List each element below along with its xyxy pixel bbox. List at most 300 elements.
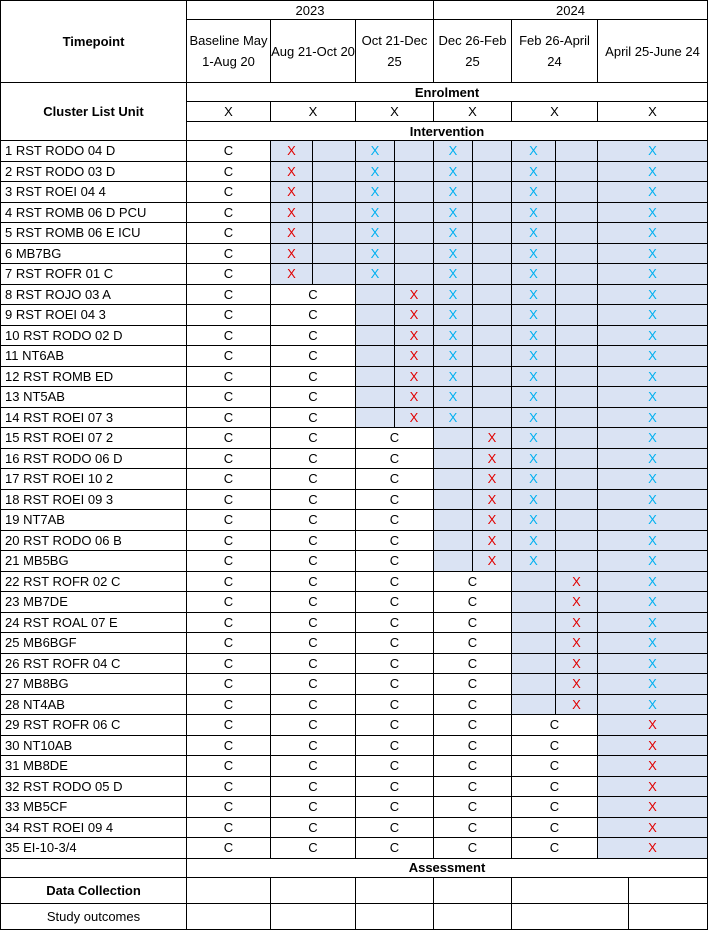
control-mark: C xyxy=(549,840,560,856)
intervention-mark: X xyxy=(370,163,380,179)
crossover-mark: X xyxy=(409,368,419,384)
cluster-unit-name: 34 RST ROEI 09 4 xyxy=(1,817,187,838)
crossover-half-cell xyxy=(556,694,598,715)
crossover-half-cell xyxy=(512,694,556,715)
control-cell xyxy=(434,817,512,838)
intervention-mark: X xyxy=(529,409,538,425)
control-mark: C xyxy=(308,327,318,343)
intervention-half-cell xyxy=(556,223,598,244)
control-mark: C xyxy=(389,737,400,753)
crossover-half-cell xyxy=(395,284,434,305)
crossover-half-cell xyxy=(313,223,356,244)
control-cell xyxy=(434,674,512,695)
cluster-row xyxy=(1,694,708,715)
intervention-half-cell xyxy=(356,243,395,264)
intervention-mark: X xyxy=(648,389,657,405)
control-mark: C xyxy=(467,594,478,610)
crossover-half-cell xyxy=(313,161,356,182)
crossover-half-cell xyxy=(271,161,313,182)
cluster-row xyxy=(1,161,708,182)
intervention-half-cell xyxy=(556,387,598,408)
control-mark: C xyxy=(389,532,400,548)
crossover-half-cell xyxy=(434,510,473,531)
cluster-unit-name: 7 RST ROFR 01 C xyxy=(1,264,187,285)
intervention-cell xyxy=(598,489,708,510)
intervention-cell xyxy=(598,284,708,305)
crossover-mark: X xyxy=(287,163,296,179)
intervention-half-cell xyxy=(512,346,556,367)
intervention-cell xyxy=(598,633,708,654)
crossover-mark: X xyxy=(648,778,657,794)
control-mark: C xyxy=(308,635,318,651)
control-mark: C xyxy=(223,819,234,835)
study-outcomes-label: Study outcomes xyxy=(1,903,187,929)
intervention-mark: X xyxy=(648,553,657,569)
control-mark: C xyxy=(223,430,234,446)
intervention-mark: X xyxy=(448,348,458,364)
intervention-half-cell xyxy=(356,264,395,285)
intervention-half-cell xyxy=(512,407,556,428)
timepoint-header: Timepoint xyxy=(1,1,187,83)
enrolment-mark: X xyxy=(356,102,434,122)
crossover-mark: X xyxy=(487,430,497,446)
intervention-mark: X xyxy=(648,225,657,241)
intervention-mark: X xyxy=(648,614,657,630)
control-cell xyxy=(434,756,512,777)
control-mark: C xyxy=(308,614,318,630)
intervention-half-cell xyxy=(473,264,512,285)
enrolment-section-label: Enrolment xyxy=(187,83,708,102)
data-collection-cell xyxy=(434,877,512,903)
cluster-row xyxy=(1,571,708,592)
crossover-half-cell xyxy=(271,141,313,162)
crossover-mark: X xyxy=(287,245,296,261)
control-mark: C xyxy=(223,368,234,384)
intervention-half-cell xyxy=(556,284,598,305)
crossover-half-cell xyxy=(556,571,598,592)
intervention-half-cell xyxy=(512,387,556,408)
control-mark: C xyxy=(308,594,318,610)
crossover-mark: X xyxy=(287,204,296,220)
control-mark: C xyxy=(223,840,234,856)
intervention-half-cell xyxy=(556,346,598,367)
intervention-cell xyxy=(598,305,708,326)
crossover-half-cell xyxy=(395,305,434,326)
baseline-cell xyxy=(187,838,271,859)
intervention-half-cell xyxy=(473,223,512,244)
intervention-half-cell xyxy=(556,469,598,490)
cluster-row xyxy=(1,202,708,223)
crossover-half-cell xyxy=(271,202,313,223)
baseline-cell xyxy=(187,243,271,264)
baseline-cell xyxy=(187,633,271,654)
intervention-mark: X xyxy=(648,348,657,364)
control-mark: C xyxy=(467,819,478,835)
crossover-half-cell xyxy=(512,653,556,674)
baseline-cell xyxy=(187,346,271,367)
cluster-row xyxy=(1,592,708,613)
cluster-unit-name: 31 MB8DE xyxy=(1,756,187,777)
crossover-half-cell xyxy=(271,182,313,203)
data-collection-cell xyxy=(271,877,356,903)
intervention-mark: X xyxy=(529,553,538,569)
control-mark: C xyxy=(308,737,318,753)
intervention-mark: X xyxy=(529,491,538,507)
control-cell xyxy=(512,776,598,797)
enrolment-mark: X xyxy=(187,102,271,122)
intervention-mark: X xyxy=(448,143,458,159)
cluster-unit-name: 4 RST ROMB 06 D PCU xyxy=(1,202,187,223)
control-cell xyxy=(356,612,434,633)
baseline-cell xyxy=(187,387,271,408)
intervention-mark: X xyxy=(529,368,538,384)
intervention-half-cell xyxy=(434,366,473,387)
intervention-half-cell xyxy=(556,325,598,346)
crossover-half-cell xyxy=(556,633,598,654)
crossover-cell xyxy=(598,838,708,859)
crossover-mark: X xyxy=(287,266,296,282)
cluster-row xyxy=(1,346,708,367)
crossover-half-cell xyxy=(356,284,395,305)
control-mark: C xyxy=(308,471,318,487)
period-5-header: Feb 26-April 24 xyxy=(512,20,598,83)
control-cell xyxy=(271,551,356,572)
intervention-half-cell xyxy=(473,366,512,387)
control-mark: C xyxy=(389,450,400,466)
control-mark: C xyxy=(223,409,234,425)
control-cell xyxy=(512,797,598,818)
intervention-mark: X xyxy=(648,327,657,343)
intervention-mark: X xyxy=(448,184,458,200)
control-mark: C xyxy=(549,799,560,815)
cluster-unit-name: 12 RST ROMB ED xyxy=(1,366,187,387)
control-cell xyxy=(271,387,356,408)
baseline-cell xyxy=(187,161,271,182)
control-mark: C xyxy=(223,532,234,548)
control-cell xyxy=(356,530,434,551)
cluster-unit-name: 28 NT4AB xyxy=(1,694,187,715)
control-mark: C xyxy=(308,409,318,425)
baseline-cell xyxy=(187,674,271,695)
baseline-cell xyxy=(187,551,271,572)
control-cell xyxy=(271,715,356,736)
intervention-mark: X xyxy=(529,471,538,487)
intervention-half-cell xyxy=(473,305,512,326)
control-mark: C xyxy=(389,491,400,507)
intervention-half-cell xyxy=(434,346,473,367)
intervention-half-cell xyxy=(395,182,434,203)
intervention-mark: X xyxy=(529,204,538,220)
intervention-mark: X xyxy=(648,143,657,159)
cluster-unit-name: 11 NT6AB xyxy=(1,346,187,367)
control-mark: C xyxy=(223,389,234,405)
crossover-half-cell xyxy=(313,202,356,223)
intervention-cell xyxy=(598,325,708,346)
crossover-half-cell xyxy=(313,141,356,162)
baseline-cell xyxy=(187,797,271,818)
intervention-cell xyxy=(598,387,708,408)
control-mark: C xyxy=(223,450,234,466)
control-cell xyxy=(271,407,356,428)
control-mark: C xyxy=(549,778,560,794)
crossover-mark: X xyxy=(648,799,657,815)
intervention-mark: X xyxy=(648,266,657,282)
cluster-row xyxy=(1,407,708,428)
study-outcomes-cell xyxy=(512,903,629,929)
crossover-mark: X xyxy=(409,389,419,405)
study-outcomes-cell xyxy=(271,903,356,929)
crossover-half-cell xyxy=(434,530,473,551)
baseline-cell xyxy=(187,571,271,592)
intervention-mark: X xyxy=(648,635,657,651)
crossover-half-cell xyxy=(434,551,473,572)
study-outcomes-cell xyxy=(187,903,271,929)
crossover-half-cell xyxy=(512,571,556,592)
crossover-half-cell xyxy=(556,653,598,674)
control-mark: C xyxy=(223,778,234,794)
control-cell xyxy=(434,571,512,592)
cluster-unit-name: 19 NT7AB xyxy=(1,510,187,531)
crossover-cell xyxy=(598,776,708,797)
intervention-half-cell xyxy=(556,141,598,162)
control-cell xyxy=(271,510,356,531)
control-cell xyxy=(356,592,434,613)
intervention-mark: X xyxy=(529,184,538,200)
control-cell xyxy=(434,653,512,674)
intervention-half-cell xyxy=(556,243,598,264)
control-mark: C xyxy=(223,204,234,220)
intervention-mark: X xyxy=(529,266,538,282)
crossover-half-cell xyxy=(395,346,434,367)
control-mark: C xyxy=(223,266,234,282)
cluster-unit-name: 20 RST RODO 06 B xyxy=(1,530,187,551)
control-mark: C xyxy=(389,594,400,610)
intervention-cell xyxy=(598,243,708,264)
study-outcomes-cell xyxy=(629,903,708,929)
intervention-half-cell xyxy=(434,387,473,408)
crossover-half-cell xyxy=(473,428,512,449)
enrolment-mark: X xyxy=(434,102,512,122)
intervention-half-cell xyxy=(556,510,598,531)
baseline-cell xyxy=(187,264,271,285)
crossover-half-cell xyxy=(395,407,434,428)
control-cell xyxy=(512,735,598,756)
intervention-half-cell xyxy=(556,407,598,428)
cluster-unit-name: 5 RST ROMB 06 E ICU xyxy=(1,223,187,244)
cluster-unit-name: 2 RST RODO 03 D xyxy=(1,161,187,182)
intervention-mark: X xyxy=(448,204,458,220)
intervention-mark: X xyxy=(648,696,657,712)
control-cell xyxy=(356,694,434,715)
intervention-half-cell xyxy=(434,223,473,244)
control-mark: C xyxy=(308,532,318,548)
control-mark: C xyxy=(223,553,234,569)
intervention-half-cell xyxy=(556,448,598,469)
intervention-cell xyxy=(598,223,708,244)
crossover-mark: X xyxy=(287,225,296,241)
intervention-half-cell xyxy=(434,407,473,428)
control-mark: C xyxy=(308,307,318,323)
intervention-mark: X xyxy=(648,532,657,548)
crossover-half-cell xyxy=(473,530,512,551)
cluster-unit-name: 1 RST RODO 04 D xyxy=(1,141,187,162)
control-mark: C xyxy=(467,655,478,671)
intervention-half-cell xyxy=(356,182,395,203)
control-cell xyxy=(434,776,512,797)
control-cell xyxy=(271,469,356,490)
intervention-half-cell xyxy=(512,141,556,162)
control-mark: C xyxy=(308,512,318,528)
control-cell xyxy=(356,653,434,674)
crossover-mark: X xyxy=(287,143,296,159)
control-mark: C xyxy=(308,286,318,302)
crossover-mark: X xyxy=(487,553,497,569)
control-mark: C xyxy=(389,840,400,856)
assessment-blank-cell xyxy=(1,858,187,877)
cluster-row xyxy=(1,387,708,408)
cluster-unit-name: 21 MB5BG xyxy=(1,551,187,572)
cluster-row xyxy=(1,735,708,756)
intervention-half-cell xyxy=(356,141,395,162)
cluster-row xyxy=(1,633,708,654)
data-collection-cell xyxy=(512,877,629,903)
control-mark: C xyxy=(223,225,234,241)
baseline-cell xyxy=(187,325,271,346)
crossover-mark: X xyxy=(487,532,497,548)
intervention-mark: X xyxy=(648,676,657,692)
data-collection-cell xyxy=(187,877,271,903)
intervention-section-label: Intervention xyxy=(187,122,708,141)
control-mark: C xyxy=(389,799,400,815)
control-mark: C xyxy=(223,471,234,487)
intervention-mark: X xyxy=(648,409,657,425)
control-mark: C xyxy=(389,655,400,671)
cluster-unit-name: 30 NT10AB xyxy=(1,735,187,756)
crossover-mark: X xyxy=(409,348,419,364)
intervention-mark: X xyxy=(370,204,380,220)
intervention-mark: X xyxy=(370,245,380,261)
crossover-cell xyxy=(598,715,708,736)
control-mark: C xyxy=(389,778,400,794)
enrolment-mark: X xyxy=(271,102,356,122)
intervention-mark: X xyxy=(448,286,458,302)
control-cell xyxy=(434,715,512,736)
control-cell xyxy=(356,448,434,469)
control-mark: C xyxy=(223,307,234,323)
cluster-row xyxy=(1,674,708,695)
crossover-half-cell xyxy=(512,612,556,633)
intervention-half-cell xyxy=(395,223,434,244)
crossover-half-cell xyxy=(395,366,434,387)
crossover-half-cell xyxy=(473,448,512,469)
intervention-half-cell xyxy=(556,182,598,203)
intervention-half-cell xyxy=(473,387,512,408)
crossover-half-cell xyxy=(395,325,434,346)
intervention-half-cell xyxy=(434,202,473,223)
intervention-mark: X xyxy=(648,163,657,179)
intervention-half-cell xyxy=(512,284,556,305)
baseline-cell xyxy=(187,653,271,674)
crossover-half-cell xyxy=(434,469,473,490)
baseline-cell xyxy=(187,407,271,428)
crossover-half-cell xyxy=(313,182,356,203)
cluster-row xyxy=(1,489,708,510)
cluster-row xyxy=(1,817,708,838)
control-cell xyxy=(271,797,356,818)
year-2023-header: 2023 xyxy=(187,1,434,20)
crossover-cell xyxy=(598,797,708,818)
control-cell xyxy=(271,571,356,592)
crossover-half-cell xyxy=(512,633,556,654)
baseline-cell xyxy=(187,182,271,203)
baseline-cell xyxy=(187,223,271,244)
control-mark: C xyxy=(308,758,318,774)
crossover-half-cell xyxy=(473,469,512,490)
crossover-mark: X xyxy=(648,819,657,835)
intervention-half-cell xyxy=(512,202,556,223)
intervention-mark: X xyxy=(448,368,458,384)
baseline-cell xyxy=(187,448,271,469)
intervention-half-cell xyxy=(512,469,556,490)
cluster-unit-name: 6 MB7BG xyxy=(1,243,187,264)
baseline-cell xyxy=(187,592,271,613)
intervention-cell xyxy=(598,469,708,490)
control-cell xyxy=(356,715,434,736)
control-mark: C xyxy=(467,840,478,856)
cluster-unit-name: 10 RST RODO 02 D xyxy=(1,325,187,346)
intervention-mark: X xyxy=(448,409,458,425)
baseline-cell xyxy=(187,817,271,838)
cluster-rows xyxy=(1,141,708,859)
crossover-half-cell xyxy=(356,325,395,346)
intervention-cell xyxy=(598,141,708,162)
control-cell xyxy=(271,305,356,326)
crossover-mark: X xyxy=(572,614,581,630)
control-cell xyxy=(271,653,356,674)
crossover-mark: X xyxy=(572,594,581,610)
intervention-mark: X xyxy=(529,225,538,241)
intervention-half-cell xyxy=(356,161,395,182)
control-cell xyxy=(434,633,512,654)
intervention-half-cell xyxy=(512,325,556,346)
control-mark: C xyxy=(467,737,478,753)
cluster-row xyxy=(1,715,708,736)
control-cell xyxy=(356,428,434,449)
control-mark: C xyxy=(467,778,478,794)
cluster-row xyxy=(1,530,708,551)
intervention-half-cell xyxy=(395,161,434,182)
control-mark: C xyxy=(308,430,318,446)
intervention-mark: X xyxy=(529,245,538,261)
crossover-mark: X xyxy=(648,717,657,733)
control-mark: C xyxy=(223,799,234,815)
control-cell xyxy=(356,797,434,818)
intervention-half-cell xyxy=(473,182,512,203)
control-cell xyxy=(356,776,434,797)
intervention-half-cell xyxy=(473,325,512,346)
control-cell xyxy=(434,612,512,633)
assessment-section-label: Assessment xyxy=(187,858,708,877)
intervention-mark: X xyxy=(370,184,380,200)
control-mark: C xyxy=(223,614,234,630)
crossover-half-cell xyxy=(271,243,313,264)
intervention-half-cell xyxy=(356,202,395,223)
control-mark: C xyxy=(223,594,234,610)
intervention-cell xyxy=(598,161,708,182)
cluster-row xyxy=(1,366,708,387)
intervention-cell xyxy=(598,407,708,428)
crossover-half-cell xyxy=(271,264,313,285)
